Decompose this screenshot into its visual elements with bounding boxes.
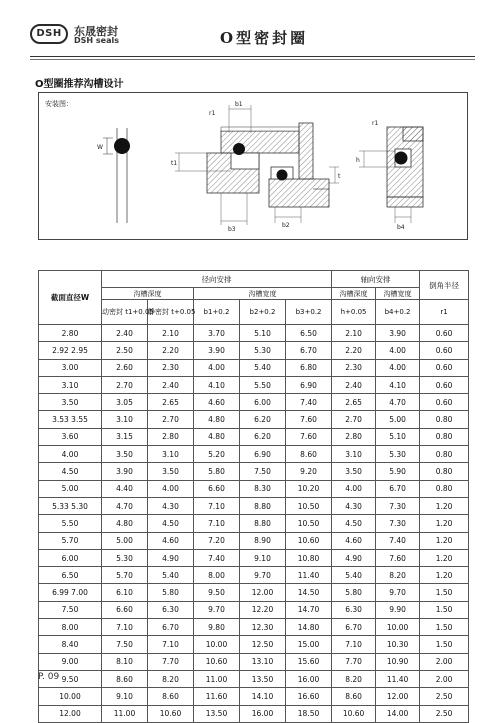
table-cell: 7.60	[376, 549, 420, 566]
table-cell: 7.40	[286, 394, 332, 411]
table-cell: 10.90	[376, 653, 420, 670]
table-cell: 0.60	[420, 394, 469, 411]
table-row	[39, 653, 469, 670]
table-cell: 5.80	[194, 463, 240, 480]
table-cell: 6.00	[39, 549, 102, 566]
table-cell: 12.00	[39, 705, 102, 722]
table-cell: 5.00	[39, 480, 102, 497]
table-cell: 15.00	[286, 636, 332, 653]
table-cell: 2.60	[102, 359, 148, 376]
header-axial-depth: 沟槽深度	[332, 288, 376, 300]
table-cell: 0.80	[420, 428, 469, 445]
table-cell: 3.90	[102, 463, 148, 480]
table-cell: 3.10	[332, 446, 376, 463]
header-divider	[30, 56, 475, 57]
table-cell: 6.70	[286, 342, 332, 359]
table-cell: 0.80	[420, 411, 469, 428]
table-cell: 6.00	[240, 394, 286, 411]
table-cell: 7.50	[102, 636, 148, 653]
table-cell: 4.80	[102, 515, 148, 532]
installation-drawing	[39, 93, 469, 241]
page-header	[30, 22, 480, 56]
table-cell: 12.20	[240, 601, 286, 618]
table-cell: 11.60	[194, 688, 240, 705]
table-cell: 7.50	[240, 463, 286, 480]
table-cell: 7.50	[39, 601, 102, 618]
table-cell: 8.60	[148, 688, 194, 705]
table-cell: 4.80	[194, 428, 240, 445]
table-cell: 0.60	[420, 376, 469, 393]
groove-spec-table	[38, 270, 469, 723]
table-cell: 5.10	[240, 325, 286, 342]
table-cell: 9.10	[240, 549, 286, 566]
table-cell: 3.70	[194, 325, 240, 342]
table-cell: 5.30	[102, 549, 148, 566]
table-cell: 4.60	[194, 394, 240, 411]
table-cell: 3.10	[102, 411, 148, 428]
table-row	[39, 497, 469, 514]
table-cell: 9.70	[194, 601, 240, 618]
table-cell: 4.40	[102, 480, 148, 497]
table-cell: 10.00	[194, 636, 240, 653]
table-cell: 5.30	[240, 342, 286, 359]
table-cell: 4.50	[332, 515, 376, 532]
table-cell: 8.60	[332, 688, 376, 705]
table-cell: 1.20	[420, 532, 469, 549]
table-cell: 13.10	[240, 653, 286, 670]
table-cell: 9.70	[376, 584, 420, 601]
table-cell: 8.30	[240, 480, 286, 497]
table-cell: 16.60	[286, 688, 332, 705]
table-row	[39, 446, 469, 463]
table-cell: 8.80	[240, 497, 286, 514]
header-b1: b1+0.2	[194, 300, 240, 325]
table-row	[39, 532, 469, 549]
table-cell: 7.60	[286, 428, 332, 445]
table-cell: 4.50	[39, 463, 102, 480]
table-cell: 1.20	[420, 497, 469, 514]
table-cell: 3.50	[332, 463, 376, 480]
table-row	[39, 567, 469, 584]
table-cell: 2.65	[332, 394, 376, 411]
table-row	[39, 411, 469, 428]
table-cell: 2.10	[332, 325, 376, 342]
table-row	[39, 428, 469, 445]
table-cell: 3.50	[148, 463, 194, 480]
label-r1-axial: r1	[372, 120, 379, 127]
table-cell: 2.40	[332, 376, 376, 393]
table-cell: 12.30	[240, 619, 286, 636]
table-cell: 9.20	[286, 463, 332, 480]
table-cell: 0.80	[420, 480, 469, 497]
table-cell: 12.50	[240, 636, 286, 653]
company-logo: DSH	[30, 24, 68, 44]
table-cell: 4.70	[376, 394, 420, 411]
table-cell: 7.10	[148, 636, 194, 653]
table-cell: 6.99 7.00	[39, 584, 102, 601]
table-cell: 7.40	[194, 549, 240, 566]
table-cell: 5.00	[102, 532, 148, 549]
table-cell: 4.30	[332, 497, 376, 514]
table-cell: 3.90	[194, 342, 240, 359]
table-cell: 5.40	[240, 359, 286, 376]
table-cell: 9.10	[102, 688, 148, 705]
table-cell: 13.50	[240, 670, 286, 687]
table-cell: 4.60	[148, 532, 194, 549]
table-cell: 6.90	[286, 376, 332, 393]
table-cell: 6.30	[148, 601, 194, 618]
table-cell: 4.90	[148, 549, 194, 566]
table-cell: 2.50	[102, 342, 148, 359]
table-cell: 4.80	[194, 411, 240, 428]
table-cell: 1.20	[420, 515, 469, 532]
table-cell: 5.50	[240, 376, 286, 393]
table-cell: 10.50	[286, 515, 332, 532]
table-cell: 10.80	[286, 549, 332, 566]
table-cell: 2.00	[420, 670, 469, 687]
label-h: h	[356, 157, 360, 164]
installation-label: 安装图：	[45, 100, 73, 108]
axial-installation-drawing	[356, 120, 423, 231]
table-row	[39, 325, 469, 342]
table-cell: 2.80	[39, 325, 102, 342]
table-cell: 2.80	[148, 428, 194, 445]
table-cell: 8.20	[332, 670, 376, 687]
table-cell: 4.00	[194, 359, 240, 376]
table-cell: 2.70	[102, 376, 148, 393]
table-cell: 2.65	[148, 394, 194, 411]
brand-name-cn: 东晟密封	[74, 25, 118, 38]
table-cell: 14.50	[286, 584, 332, 601]
table-cell: 11.00	[194, 670, 240, 687]
table-cell: 14.10	[240, 688, 286, 705]
table-cell: 4.00	[376, 359, 420, 376]
table-cell: 2.30	[148, 359, 194, 376]
table-cell: 7.20	[194, 532, 240, 549]
table-cell: 3.50	[102, 446, 148, 463]
table-cell: 3.10	[148, 446, 194, 463]
table-cell: 8.80	[240, 515, 286, 532]
table-cell: 13.50	[194, 705, 240, 722]
table-cell: 1.50	[420, 619, 469, 636]
table-cell: 5.90	[376, 463, 420, 480]
table-cell: 3.60	[39, 428, 102, 445]
header-h: h+0.05	[332, 300, 376, 325]
label-b3: b3	[228, 226, 236, 233]
table-cell: 11.00	[102, 705, 148, 722]
table-cell: 4.00	[39, 446, 102, 463]
table-cell: 10.20	[286, 480, 332, 497]
table-cell: 6.30	[332, 601, 376, 618]
table-cell: 5.20	[194, 446, 240, 463]
table-cell: 6.20	[240, 411, 286, 428]
table-cell: 16.00	[240, 705, 286, 722]
table-cell: 5.40	[148, 567, 194, 584]
table-cell: 6.20	[240, 428, 286, 445]
brand-name-en: DSH seals	[74, 36, 119, 45]
table-cell: 8.00	[39, 619, 102, 636]
table-cell: 2.70	[148, 411, 194, 428]
table-cell: 8.40	[39, 636, 102, 653]
header-dynamic: 动密封 t1+0.05	[102, 300, 148, 325]
table-cell: 12.00	[240, 584, 286, 601]
table-cell: 2.20	[332, 342, 376, 359]
table-cell: 16.00	[286, 670, 332, 687]
table-cell: 8.90	[240, 532, 286, 549]
table-row	[39, 515, 469, 532]
table-cell: 7.30	[376, 515, 420, 532]
table-cell: 6.50	[39, 567, 102, 584]
table-cell: 3.90	[376, 325, 420, 342]
table-cell: 3.10	[39, 376, 102, 393]
oring-cross-section	[97, 128, 130, 223]
table-cell: 0.80	[420, 463, 469, 480]
table-cell: 4.00	[332, 480, 376, 497]
section-title: O型圈推荐沟槽设计	[35, 79, 124, 90]
table-cell: 1.50	[420, 601, 469, 618]
table-cell: 6.10	[102, 584, 148, 601]
table-row	[39, 636, 469, 653]
table-cell: 6.90	[240, 446, 286, 463]
label-r1-radial: r1	[209, 110, 216, 117]
table-cell: 2.00	[420, 653, 469, 670]
table-row	[39, 480, 469, 497]
table-cell: 2.70	[332, 411, 376, 428]
table-cell: 4.00	[148, 480, 194, 497]
table-cell: 7.70	[148, 653, 194, 670]
table-row	[39, 376, 469, 393]
table-cell: 10.60	[332, 705, 376, 722]
table-cell: 9.50	[39, 670, 102, 687]
header-b4: b4+0.2	[376, 300, 420, 325]
table-cell: 10.30	[376, 636, 420, 653]
table-cell: 4.10	[194, 376, 240, 393]
table-cell: 4.30	[148, 497, 194, 514]
table-cell: 5.00	[376, 411, 420, 428]
table-cell: 14.70	[286, 601, 332, 618]
table-row	[39, 670, 469, 687]
label-t1: t1	[171, 160, 178, 167]
table-cell: 1.20	[420, 567, 469, 584]
table-cell: 7.10	[194, 497, 240, 514]
table-cell: 11.40	[376, 670, 420, 687]
table-cell: 9.50	[194, 584, 240, 601]
table-row	[39, 394, 469, 411]
table-cell: 5.40	[332, 567, 376, 584]
table-cell: 8.60	[286, 446, 332, 463]
table-cell: 10.00	[376, 619, 420, 636]
table-cell: 7.70	[332, 653, 376, 670]
table-row	[39, 342, 469, 359]
header-static: 静密封 t+0.05	[148, 300, 194, 325]
table-cell: 18.50	[286, 705, 332, 722]
table-cell: 8.20	[376, 567, 420, 584]
table-row	[39, 688, 469, 705]
table-cell: 4.10	[376, 376, 420, 393]
header-b3: b3+0.2	[286, 300, 332, 325]
table-cell: 2.92 2.95	[39, 342, 102, 359]
table-row	[39, 359, 469, 376]
table-cell: 3.05	[102, 394, 148, 411]
table-cell: 4.60	[332, 532, 376, 549]
table-cell: 6.70	[376, 480, 420, 497]
table-cell: 7.40	[376, 532, 420, 549]
header-b2: b2+0.2	[240, 300, 286, 325]
header-axial-width: 沟槽宽度	[376, 288, 420, 300]
table-cell: 5.10	[376, 428, 420, 445]
table-cell: 1.50	[420, 584, 469, 601]
page-title: O型密封圈	[220, 29, 309, 47]
table-cell: 5.80	[148, 584, 194, 601]
table-row	[39, 601, 469, 618]
table-cell: 9.80	[194, 619, 240, 636]
table-cell: 15.60	[286, 653, 332, 670]
table-cell: 10.50	[286, 497, 332, 514]
table-row	[39, 619, 469, 636]
table-cell: 10.60	[194, 653, 240, 670]
table-cell: 4.90	[332, 549, 376, 566]
header-axial: 轴向安排	[332, 271, 420, 288]
table-cell: 14.80	[286, 619, 332, 636]
table-row	[39, 584, 469, 601]
label-b2: b2	[282, 222, 290, 229]
table-cell: 14.00	[376, 705, 420, 722]
table-cell: 4.00	[376, 342, 420, 359]
table-cell: 3.15	[102, 428, 148, 445]
table-cell: 5.30	[376, 446, 420, 463]
table-cell: 2.40	[148, 376, 194, 393]
table-cell: 5.33 5.30	[39, 497, 102, 514]
radial-installation-drawing	[171, 101, 341, 233]
header-divider-thin	[30, 59, 475, 60]
table-cell: 6.80	[286, 359, 332, 376]
table-cell: 4.70	[102, 497, 148, 514]
table-cell: 0.60	[420, 359, 469, 376]
table-cell: 2.10	[148, 325, 194, 342]
table-cell: 8.00	[194, 567, 240, 584]
page-number: P. 09	[38, 672, 60, 682]
table-cell: 0.80	[420, 446, 469, 463]
table-cell: 8.10	[102, 653, 148, 670]
table-row	[39, 705, 469, 722]
table-cell: 8.20	[148, 670, 194, 687]
table-row	[39, 549, 469, 566]
table-cell: 5.70	[39, 532, 102, 549]
header-chamfer: 倒角半径	[420, 271, 469, 300]
table-cell: 10.00	[39, 688, 102, 705]
label-b4: b4	[397, 224, 405, 231]
table-cell: 1.50	[420, 636, 469, 653]
table-cell: 2.20	[148, 342, 194, 359]
header-diameter: 截面直径W	[39, 271, 102, 325]
table-cell: 7.10	[332, 636, 376, 653]
table-cell: 6.50	[286, 325, 332, 342]
table-cell: 3.00	[39, 359, 102, 376]
table-cell: 6.70	[148, 619, 194, 636]
table-cell: 5.70	[102, 567, 148, 584]
table-cell: 7.60	[286, 411, 332, 428]
table-cell: 9.00	[39, 653, 102, 670]
header-r1: r1	[420, 300, 469, 325]
table-cell: 0.60	[420, 325, 469, 342]
table-cell: 7.10	[102, 619, 148, 636]
table-cell: 3.53 3.55	[39, 411, 102, 428]
table-body	[39, 325, 469, 723]
header-groove-depth: 沟槽深度	[102, 288, 194, 300]
table-row	[39, 463, 469, 480]
table-cell: 2.50	[420, 705, 469, 722]
table-cell: 2.30	[332, 359, 376, 376]
table-cell: 10.60	[286, 532, 332, 549]
label-b1: b1	[235, 101, 243, 108]
installation-diagram	[38, 92, 468, 240]
table-cell: 2.80	[332, 428, 376, 445]
table-cell: 2.40	[102, 325, 148, 342]
table-cell: 6.60	[194, 480, 240, 497]
table-cell: 1.20	[420, 549, 469, 566]
table-cell: 7.10	[194, 515, 240, 532]
table-cell: 6.60	[102, 601, 148, 618]
table-cell: 4.50	[148, 515, 194, 532]
label-w: W	[97, 144, 103, 151]
table-cell: 10.60	[148, 705, 194, 722]
table-cell: 9.90	[376, 601, 420, 618]
table-cell: 5.50	[39, 515, 102, 532]
table-cell: 0.60	[420, 342, 469, 359]
table-cell: 3.50	[39, 394, 102, 411]
table-cell: 8.60	[102, 670, 148, 687]
table-cell: 12.00	[376, 688, 420, 705]
label-t: t	[338, 173, 341, 180]
table-cell: 2.50	[420, 688, 469, 705]
table-cell: 6.70	[332, 619, 376, 636]
header-groove-width: 沟槽宽度	[194, 288, 332, 300]
table-cell: 7.30	[376, 497, 420, 514]
table-cell: 9.70	[240, 567, 286, 584]
table-cell: 5.80	[332, 584, 376, 601]
header-radial: 径向安排	[102, 271, 332, 288]
table-cell: 11.40	[286, 567, 332, 584]
